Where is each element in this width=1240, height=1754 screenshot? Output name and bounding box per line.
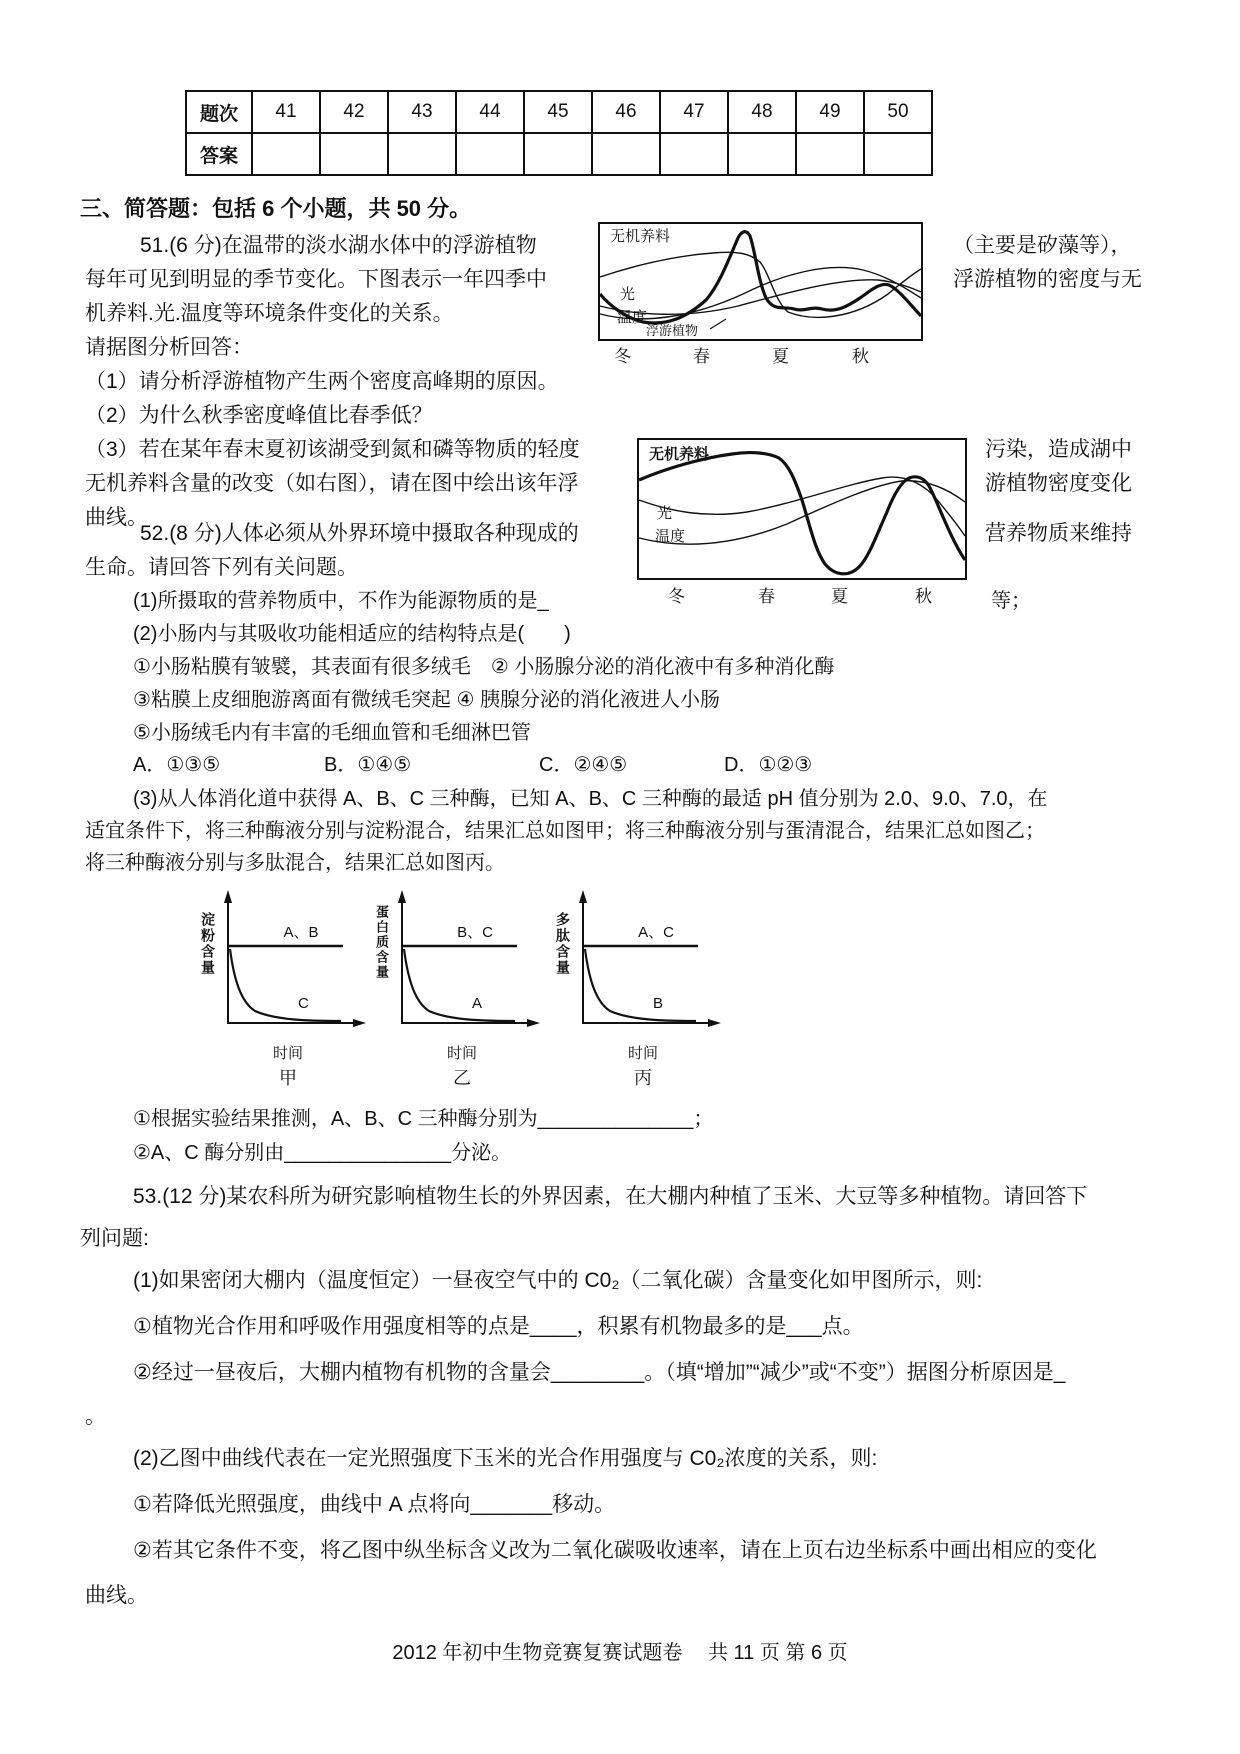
answer-blank-cell[interactable] <box>524 133 592 175</box>
q52-part-1: (1)所摄取的营养物质中，不作为能源物质的是_ <box>133 590 549 612</box>
q52-option-3-4: ③粘膜上皮细胞游离面有微绒毛突起 ④ 胰腺分泌的消化液进人小肠 <box>133 689 720 711</box>
table-row <box>186 91 932 133</box>
answer-blank-cell[interactable] <box>864 133 932 175</box>
answer-blank-cell[interactable] <box>388 133 456 175</box>
seasonal-graph-original-svg <box>598 222 923 367</box>
light-label: 光 <box>620 286 636 303</box>
y-axis-title-jia: 淀粉含量 <box>200 912 216 976</box>
y-axis-arrow-icon <box>398 890 406 903</box>
q51-sub-1: （1）请分析浮游植物产生两个密度高峰期的原因。 <box>85 370 559 393</box>
season-summer-label: 夏 <box>831 587 848 606</box>
section-heading: 三、简答题：包括 6 个小题，共 50 分。 <box>80 196 472 221</box>
answer-blank-cell[interactable] <box>796 133 864 175</box>
q52-intro-1-right: 营养物质来维持 <box>985 522 1132 545</box>
q52-fill-1: ①根据实验结果推测，A、B、C 三种酶分别为______________； <box>133 1108 714 1130</box>
answer-blank-cell[interactable] <box>660 133 728 175</box>
question-number-cell: 45 <box>524 91 592 133</box>
flat-line-label: A、C <box>638 924 674 941</box>
q53-intro-2: 列问题: <box>80 1227 149 1250</box>
q52-part-3-line-2: 适宜条件下，将三种酶液分别与淀粉混合，结果汇总如图甲；将三种酶液分别与蛋清混合，结果汇总如图乙； <box>85 820 1045 842</box>
flat-line-label: A、B <box>283 924 319 941</box>
q53-part-2-sub-2-tail: 曲线。 <box>85 1584 148 1607</box>
page-footer: 2012 年初中生物竞赛复赛试题卷 共 11 页 第 6 页 <box>392 1642 848 1664</box>
q51-right-3: 污染，造成湖中 <box>985 438 1132 461</box>
answer-table <box>185 90 933 176</box>
temperature-label: 温度 <box>655 528 686 545</box>
seasonal-graph-polluted[interactable] <box>637 438 967 610</box>
q52-part-2: (2)小肠内与其吸收功能相适应的结构特点是( ) <box>133 623 571 645</box>
q53-part-1-sub-2: ②经过一昼夜后，大棚内植物有机物的含量会________。（填“增加”“减少”或“不变”）据图分析原因是_ <box>133 1361 1066 1384</box>
question-number-cell: 43 <box>388 91 456 133</box>
flat-line-label: B、C <box>457 924 493 941</box>
season-winter-label: 冬 <box>668 587 685 606</box>
q52-choice-b: B．①④⑤ <box>324 754 412 776</box>
answer-blank-cell[interactable] <box>456 133 524 175</box>
q52-intro-1: 52.(8 分)人体必须从外界环境中摄取各种现成的 <box>140 522 579 545</box>
q52-choice-c: C．②④⑤ <box>539 754 628 776</box>
nutrient-label: 无机养料 <box>610 228 671 245</box>
q52-intro-2: 生命。请回答下列有关问题。 <box>85 556 358 579</box>
y-axis-title-bing: 多肽含量 <box>555 912 571 976</box>
q52-option-5: ⑤小肠绒毛内有丰富的毛细血管和毛细淋巴管 <box>133 722 531 744</box>
plankton-label: 浮游植物 <box>646 323 699 338</box>
chart-caption: 乙 <box>453 1068 471 1088</box>
x-axis-arrow-icon <box>708 1019 721 1027</box>
q51-sub-2: （2）为什么秋季密度峰值比春季低？ <box>85 404 433 427</box>
question-number-cell: 46 <box>592 91 660 133</box>
decay-curve <box>585 949 696 1021</box>
q51-line-6: 曲线。 <box>85 506 148 529</box>
q51-line-1: 51.(6 分)在温带的淡水湖水体中的浮游植物 <box>140 234 537 257</box>
x-axis-label: 时间 <box>627 1045 659 1062</box>
q51-sub-3: （3）若在某年春末夏初该湖受到氮和磷等物质的轻度 <box>85 438 580 461</box>
question-number-cell: 49 <box>796 91 864 133</box>
season-autumn-label: 秋 <box>915 587 932 606</box>
question-number-cell: 44 <box>456 91 524 133</box>
q52-part-1-tail: 等； <box>991 590 1031 612</box>
q52-option-1-2: ①小肠粘膜有皱襞，其表面有很多绒毛 ② 小肠腺分泌的消化液中有多种消化酶 <box>133 656 835 678</box>
decay-curve <box>230 949 341 1021</box>
question-number-cell: 48 <box>728 91 796 133</box>
q51-line-3: 机养料.光.温度等环境条件变化的关系。 <box>85 302 454 325</box>
y-axis-arrow-icon <box>579 890 587 903</box>
season-summer-label: 夏 <box>772 347 789 366</box>
table-row <box>186 133 932 175</box>
season-winter-label: 冬 <box>614 347 631 366</box>
q53-part-2-sub-2: ②若其它条件不变，将乙图中纵坐标含义改为二氧化碳吸收速率，请在上页右边坐标系中画出相应的变化 <box>133 1539 1097 1562</box>
answer-row-label: 答案 <box>186 133 252 175</box>
question-number-cell: 42 <box>320 91 388 133</box>
answer-blank-cell[interactable] <box>252 133 320 175</box>
q51-line-5: 无机养料含量的改变（如右图），请在图中绘出该年浮 <box>85 472 579 495</box>
y-axis-arrow-icon <box>224 890 232 903</box>
x-axis-label: 时间 <box>272 1045 304 1062</box>
q53-part-2-sub-1: ①若降低光照强度，曲线中 A 点将向_______移动。 <box>133 1493 616 1516</box>
light-label: 光 <box>657 505 673 522</box>
q53-part-1-sub-1: ①植物光合作用和呼吸作用强度相等的点是____，积累有机物最多的是___点。 <box>133 1315 864 1338</box>
decay-curve-label: C <box>298 995 309 1012</box>
season-spring-label: 春 <box>693 347 710 366</box>
q51-line-2: 每年可见到明显的季节变化。下图表示一年四季中 <box>85 268 547 291</box>
q52-choice-a: A．①③⑤ <box>133 754 221 776</box>
q53-intro-1: 53.(12 分)某农科所为研究影响植物生长的外界因素，在大棚内种植了玉米、大豆等多种植物。请回答下 <box>133 1185 1088 1208</box>
temperature-label: 温度 <box>617 309 648 326</box>
season-autumn-label: 秋 <box>852 347 869 366</box>
plankton-leader-line <box>710 319 726 329</box>
nutrient-curve-polluted <box>639 453 965 574</box>
q52-part-3-line-1: (3)从人体消化道中获得 A、B、C 三种酶，已知 A、B、C 三种酶的最适 pH 值分别为 2.0、9.0、7.0，在 <box>133 788 1048 810</box>
y-axis-title-yi: 蛋白质含量 <box>374 905 389 980</box>
question-number-cell: 41 <box>252 91 320 133</box>
chart-caption: 甲 <box>279 1068 297 1088</box>
decay-curve-label: B <box>653 995 664 1012</box>
x-axis-label: 时间 <box>446 1045 478 1062</box>
q51-right-4: 游植物密度变化 <box>985 472 1132 495</box>
q53-part-2: (2)乙图中曲线代表在一定光照强度下玉米的光合作用强度与 C0₂浓度的关系，则: <box>133 1447 878 1470</box>
table-header-cell: 题次 <box>186 91 252 133</box>
question-number-cell: 47 <box>660 91 728 133</box>
plankton-curve <box>600 232 921 323</box>
answer-blank-cell[interactable] <box>320 133 388 175</box>
answer-blank-cell[interactable] <box>592 133 660 175</box>
seasonal-graph-original <box>598 222 923 367</box>
q51-right-1: （主要是矽藻等）， <box>953 234 1132 257</box>
decay-curve-label: A <box>472 995 483 1012</box>
q52-part-3-line-3: 将三种酶液分别与多肽混合，结果汇总如图丙。 <box>85 852 505 874</box>
q51-right-2: 浮游植物的密度与无 <box>953 268 1142 291</box>
q52-choice-d: D．①②③ <box>724 754 813 776</box>
answer-blank-cell[interactable] <box>728 133 796 175</box>
chart-caption: 丙 <box>634 1068 652 1088</box>
decay-curve <box>404 949 515 1021</box>
question-number-cell: 50 <box>864 91 932 133</box>
q51-line-4: 请据图分析回答： <box>85 336 253 359</box>
q52-fill-2: ②A、C 酶分别由_______________分泌。 <box>133 1142 512 1164</box>
temperature-curve <box>639 477 965 536</box>
q53-part-1-sub-2-tail: 。 <box>85 1405 106 1428</box>
seasonal-graph-polluted-svg <box>637 438 967 610</box>
q53-part-1: (1)如果密闭大棚内（温度恒定）一昼夜空气中的 C0₂（二氧化碳）含量变化如甲图所示，则: <box>133 1269 983 1292</box>
nutrient-label: 无机养料 <box>649 446 710 463</box>
season-spring-label: 春 <box>758 587 775 606</box>
